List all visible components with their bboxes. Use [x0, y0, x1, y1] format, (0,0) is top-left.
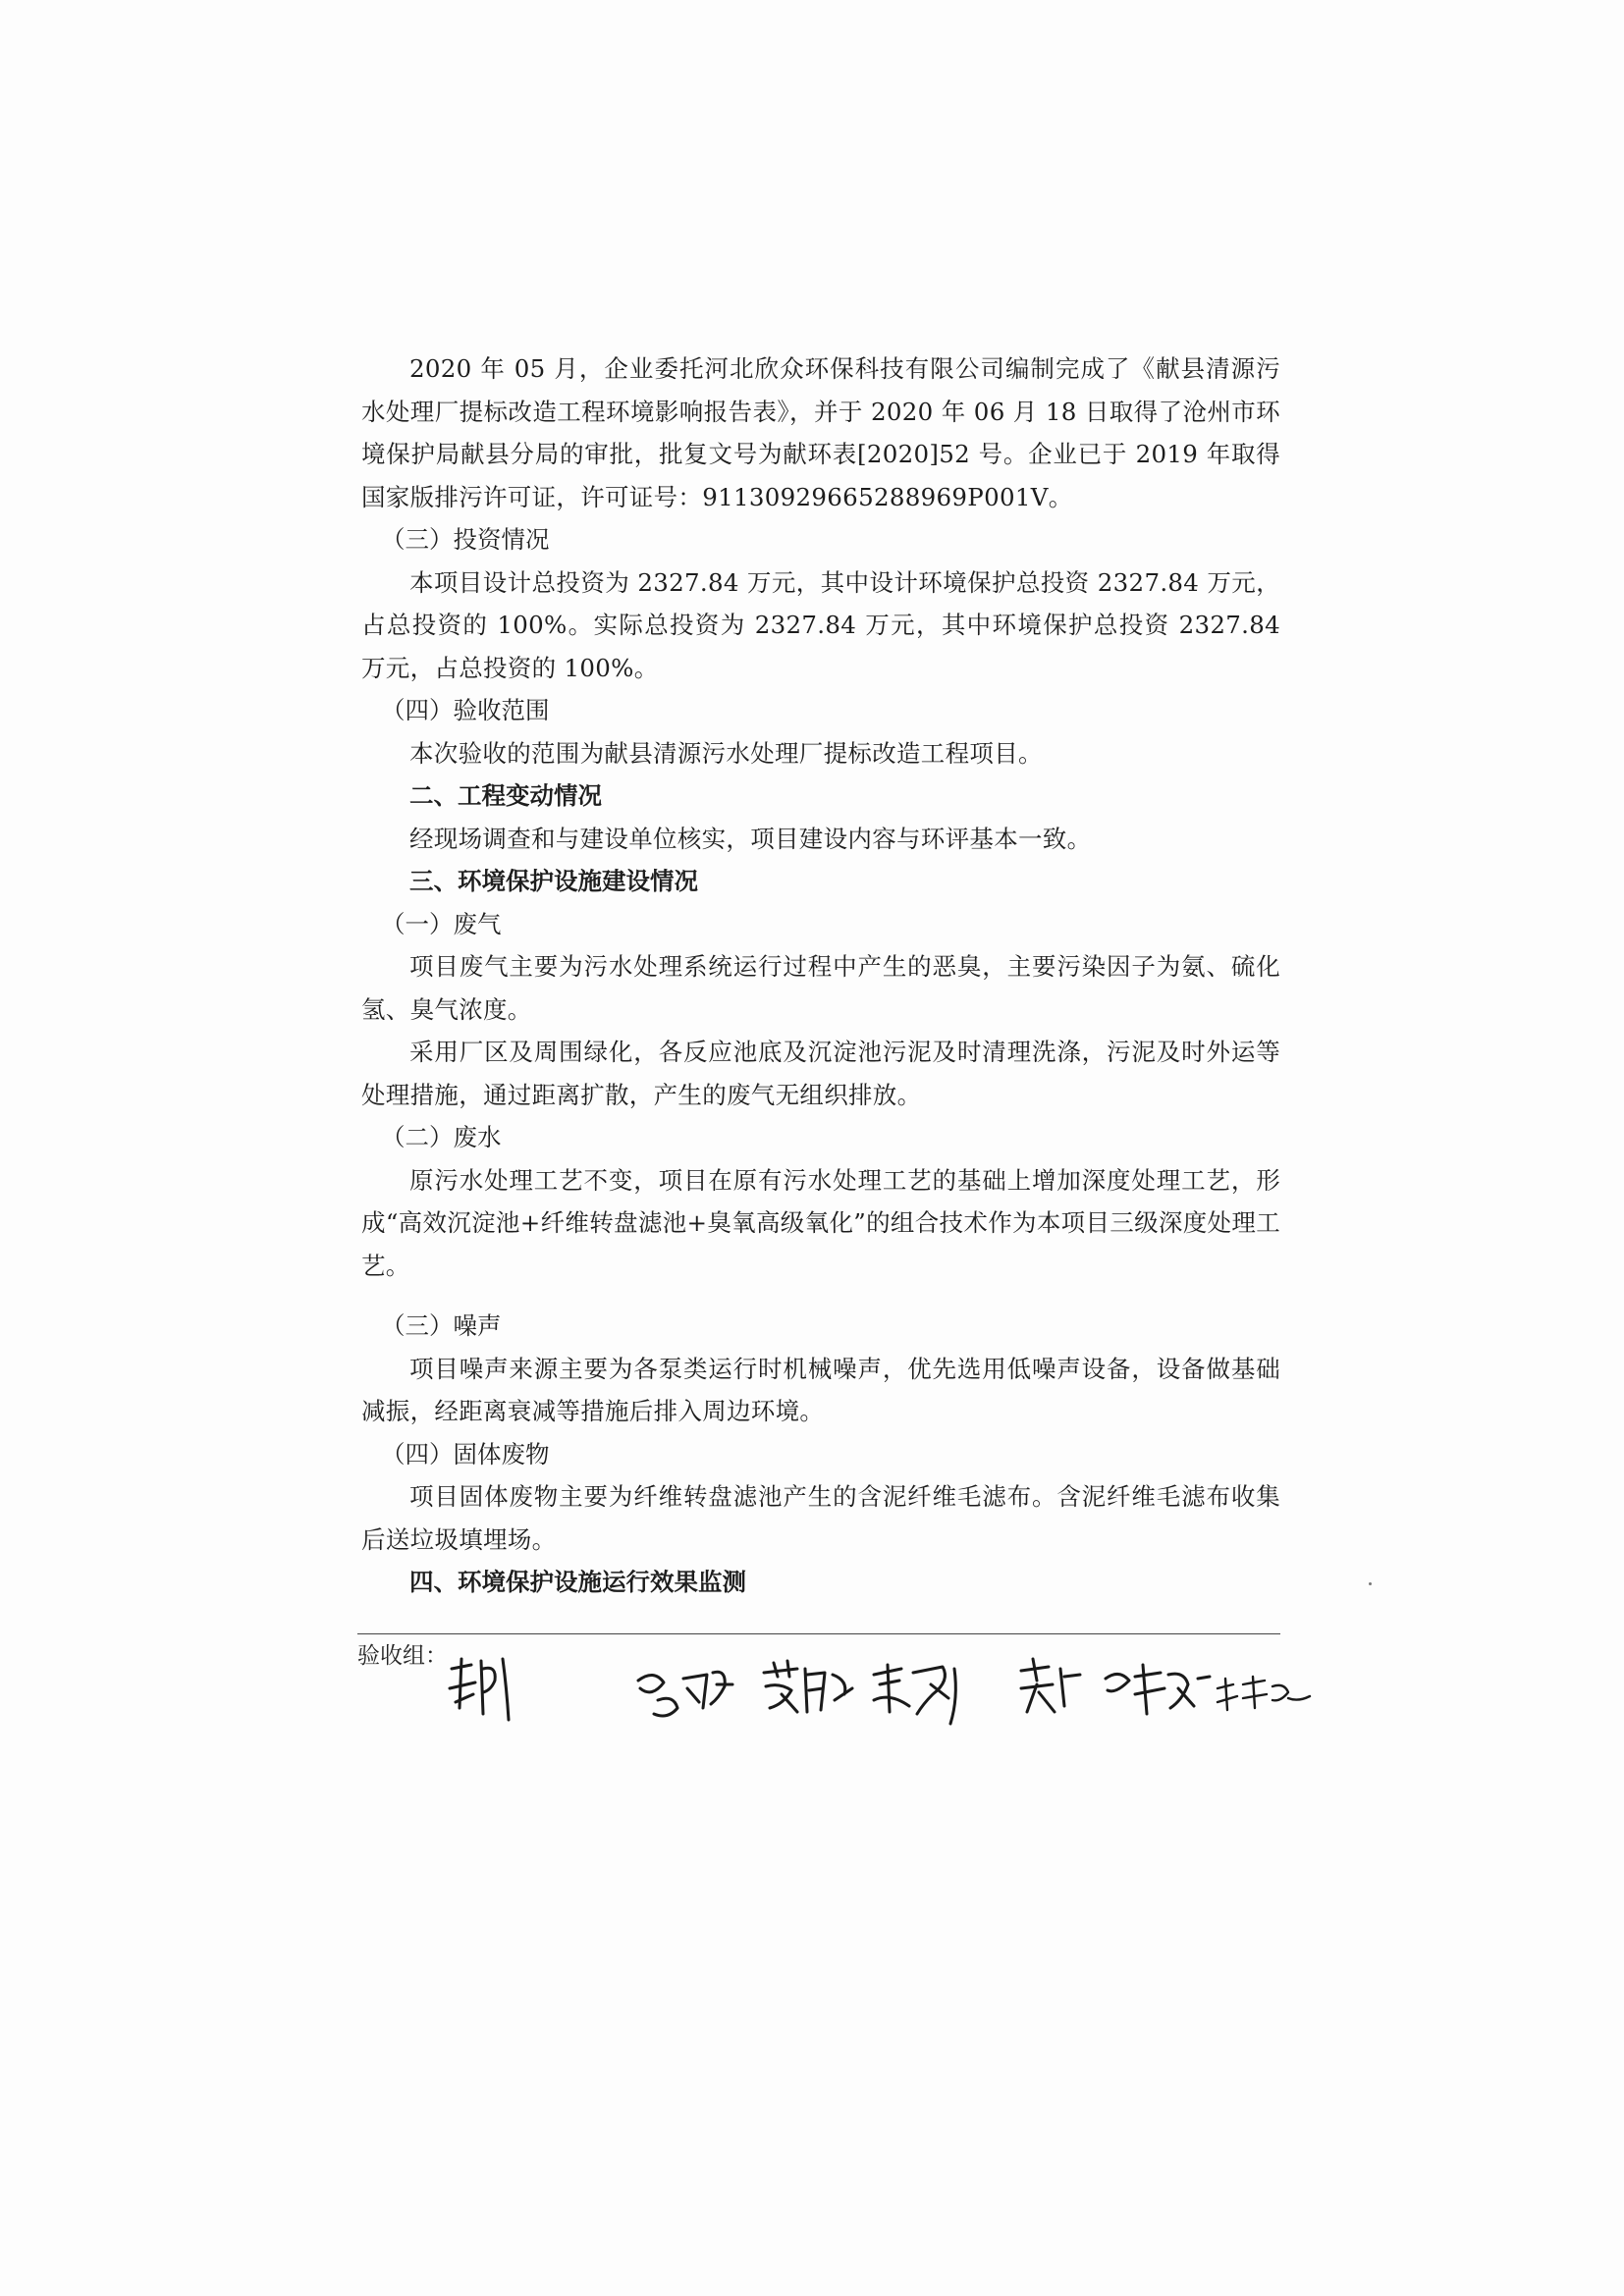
section-heading-changes: 二、工程变动情况: [409, 781, 602, 810]
heading-noise: （三）噪声: [381, 1311, 502, 1340]
signature-2: [638, 1672, 732, 1716]
body-text: [361, 347, 1280, 1604]
section-heading-monitoring: 四、环境保护设施运行效果监测: [409, 1568, 746, 1596]
paragraph-investment: 本项目设计总投资为 2327.84 万元，其中设计环境保护总投资 2327.84 万元，占总投资的 100%。实际总投资为 2327.84 万元，其中环境保护总投资 2327.84 万元，占总投资的 100%。: [361, 567, 1280, 682]
signature-6: [1106, 1665, 1210, 1714]
paragraph-eia-approval: 2020 年 05 月，企业委托河北欣众环保科技有限公司编制完成了《献县清源污水处理厂提标改造工程环境影响报告表》，并于 2020 年 06 月 18 日取得了沧州市环境保护局献县分局的审批，批复文号为献环表[2020]52 号。企业已于 2019 年取得国家版排污许可证，许可证号：91130929665288969P001V。: [361, 354, 1280, 511]
paragraph-noise: 项目噪声来源主要为各泵类运行时机械噪声，优先选用低噪声设备，设备做基础减振，经距离衰减等措施后排入周边环境。: [361, 1354, 1280, 1425]
heading-waste-gas: （一）废气: [381, 909, 502, 938]
scan-speck: [1369, 1582, 1372, 1585]
heading-waste-water: （二）废水: [381, 1123, 502, 1151]
heading-investment: （三）投资情况: [381, 525, 550, 554]
paragraph-changes: 经现场调查和与建设单位核实，项目建设内容与环评基本一致。: [409, 824, 1092, 853]
heading-acceptance-scope: （四）验收范围: [381, 696, 550, 724]
paragraph-solid-waste: 项目固体废物主要为纤维转盘滤池产生的含泥纤维毛滤布。含泥纤维毛滤布收集后送垃圾填埋场。: [361, 1482, 1280, 1554]
signature-7: [1218, 1677, 1310, 1710]
handwritten-signatures: [412, 1629, 1355, 1747]
section-heading-facilities: 三、环境保护设施建设情况: [409, 867, 698, 895]
signature-3: [764, 1661, 852, 1712]
paragraph-waste-gas-2: 采用厂区及周围绿化，各反应池底及沉淀池污泥及时清理洗涤，污泥及时外运等处理措施，通过距离扩散，产生的废气无组织排放。: [361, 1038, 1280, 1109]
paragraph-acceptance-scope: 本次验收的范围为献县清源污水处理厂提标改造工程项目。: [409, 738, 1043, 768]
signature-5: [1021, 1659, 1080, 1712]
paragraph-waste-water: 原污水处理工艺不变，项目在原有污水处理工艺的基础上增加深度处理工艺，形成“高效沉淀池+纤维转盘滤池+臭氧高级氧化”的组合技术作为本项目三级深度处理工艺。: [361, 1165, 1280, 1280]
signature-label: 验收组：: [357, 1643, 448, 1669]
signature-4: [874, 1665, 955, 1724]
paragraph-waste-gas-1: 项目废气主要为污水处理系统运行过程中产生的恶臭，主要污染因子为氨、硫化氢、臭气浓度。: [361, 952, 1280, 1024]
signature-1: [450, 1659, 509, 1720]
heading-solid-waste: （四）固体废物: [381, 1439, 550, 1468]
